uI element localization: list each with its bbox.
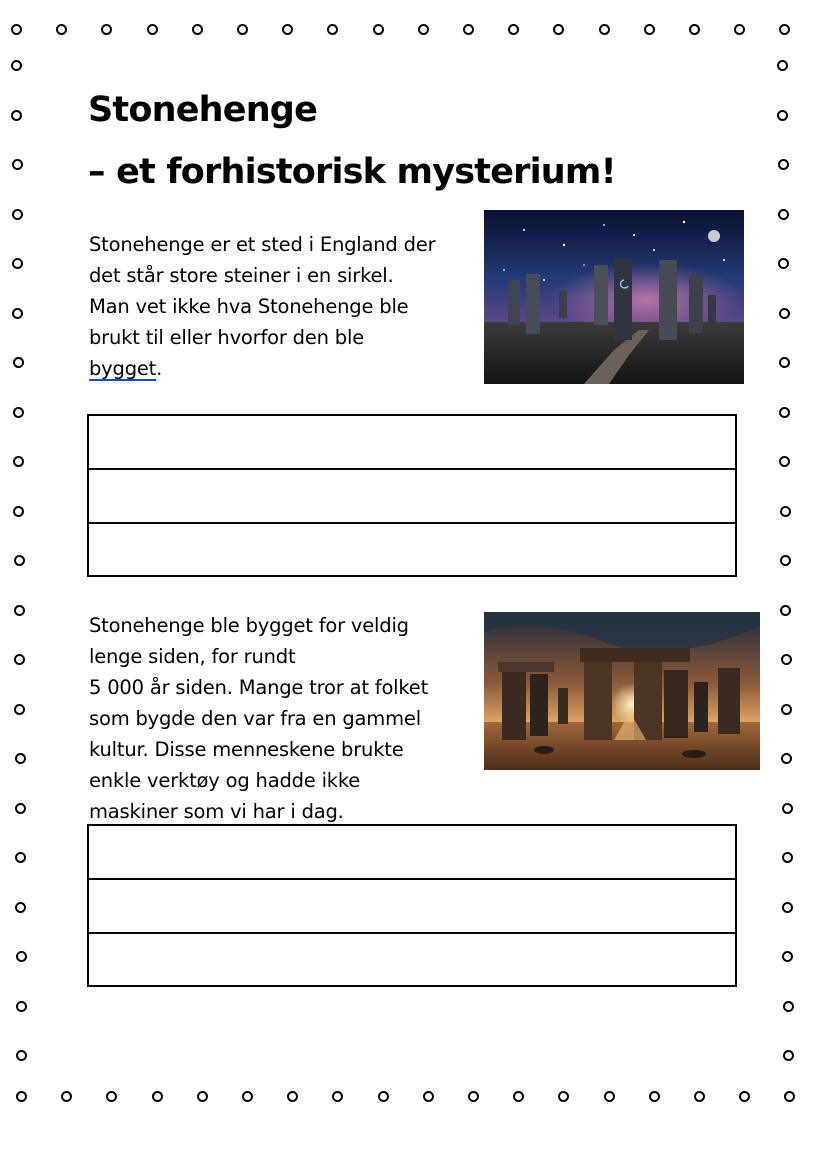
border-dot [779,407,790,418]
border-dot [779,308,790,319]
answer-row[interactable] [89,470,735,524]
border-dot [152,1091,163,1102]
border-dot [780,555,791,566]
border-dot [12,308,23,319]
border-dot [13,456,24,467]
border-dot [197,1091,208,1102]
border-dot [418,24,429,35]
border-dot [287,1091,298,1102]
border-dot [513,1091,524,1102]
border-dot [12,159,23,170]
border-dot [16,1001,27,1012]
period: . [156,357,163,380]
border-dot [378,1091,389,1102]
border-dot [11,24,22,35]
text-line: maskiner som vi har i dag. [89,800,344,823]
border-dot [101,24,112,35]
answer-lines-box [87,824,737,987]
border-dot [15,852,26,863]
border-dot [778,258,789,269]
text-line: Stonehenge ble bygget for veldig [89,614,409,637]
intro-paragraph [89,229,479,384]
border-dot [16,1091,27,1102]
border-dot [14,555,25,566]
border-dot [734,24,745,35]
border-dot [192,24,203,35]
text-line: kultur. Disse menneskene brukte [89,738,404,761]
border-dot [781,704,792,715]
text-line: det står store steiner i en sirkel. [89,264,394,287]
border-dot [147,24,158,35]
border-dot [15,803,26,814]
history-paragraph [89,610,479,827]
border-dot [56,24,67,35]
border-dot [739,1091,750,1102]
border-dot [242,1091,253,1102]
text-line: 5 000 år siden. Mange tror at folket [89,676,429,699]
text-line: brukt til eller hvorfor den ble [89,326,364,349]
border-dot [423,1091,434,1102]
border-dot [13,506,24,517]
border-dot [332,1091,343,1102]
answer-row[interactable] [89,524,735,575]
answer-lines-box [87,414,737,577]
border-dot [604,1091,615,1102]
border-dot [784,1091,795,1102]
border-dot [649,1091,660,1102]
border-dot [14,654,25,665]
border-dot [558,1091,569,1102]
border-dot [13,357,24,368]
border-dot [237,24,248,35]
border-dot [781,753,792,764]
border-dot [778,159,789,170]
border-dot [689,24,700,35]
border-dot [694,1091,705,1102]
border-dot [14,704,25,715]
border-dot [13,407,24,418]
border-dot [468,1091,479,1102]
border-dot [777,60,788,71]
answer-row[interactable] [89,416,735,470]
stonehenge-sunset-photo [484,612,760,770]
border-dot [782,951,793,962]
text-line: lenge siden, for rundt [89,645,296,668]
border-dot [599,24,610,35]
border-dot [783,1001,794,1012]
border-dot [778,209,789,220]
border-dot [783,1050,794,1061]
border-dot [11,60,22,71]
text-line: Stonehenge er et sted i England der [89,233,436,256]
border-dot [780,506,791,517]
answer-row[interactable] [89,934,735,985]
border-dot [61,1091,72,1102]
border-dot [12,209,23,220]
border-dot [14,605,25,616]
page-title: Stonehenge [88,90,318,130]
border-dot [553,24,564,35]
border-dot [782,803,793,814]
border-dot [779,24,790,35]
page-subtitle: – et forhistorisk mysterium! [88,152,616,192]
answer-row[interactable] [89,880,735,934]
border-dot [644,24,655,35]
text-line [89,353,479,384]
border-dot [15,902,26,913]
border-dot [12,258,23,269]
border-dot [373,24,384,35]
text-line: Man vet ikke hva Stonehenge ble [89,295,409,318]
text-line: som bygde den var fra en gammel [89,707,421,730]
underlined-word-link[interactable]: bygget [89,357,157,380]
border-dot [779,357,790,368]
border-dot [508,24,519,35]
border-dot [781,654,792,665]
border-dot [16,951,27,962]
border-dot [782,852,793,863]
text-line: enkle verktøy og hadde ikke [89,769,361,792]
border-dot [777,110,788,121]
border-dot [782,902,793,913]
border-dot [463,24,474,35]
border-dot [327,24,338,35]
border-dot [780,605,791,616]
border-dot [11,110,22,121]
answer-row[interactable] [89,826,735,880]
border-dot [106,1091,117,1102]
border-dot [282,24,293,35]
border-dot [779,456,790,467]
stonehenge-night-photo [484,210,744,384]
border-dot [16,1050,27,1061]
border-dot [15,753,26,764]
